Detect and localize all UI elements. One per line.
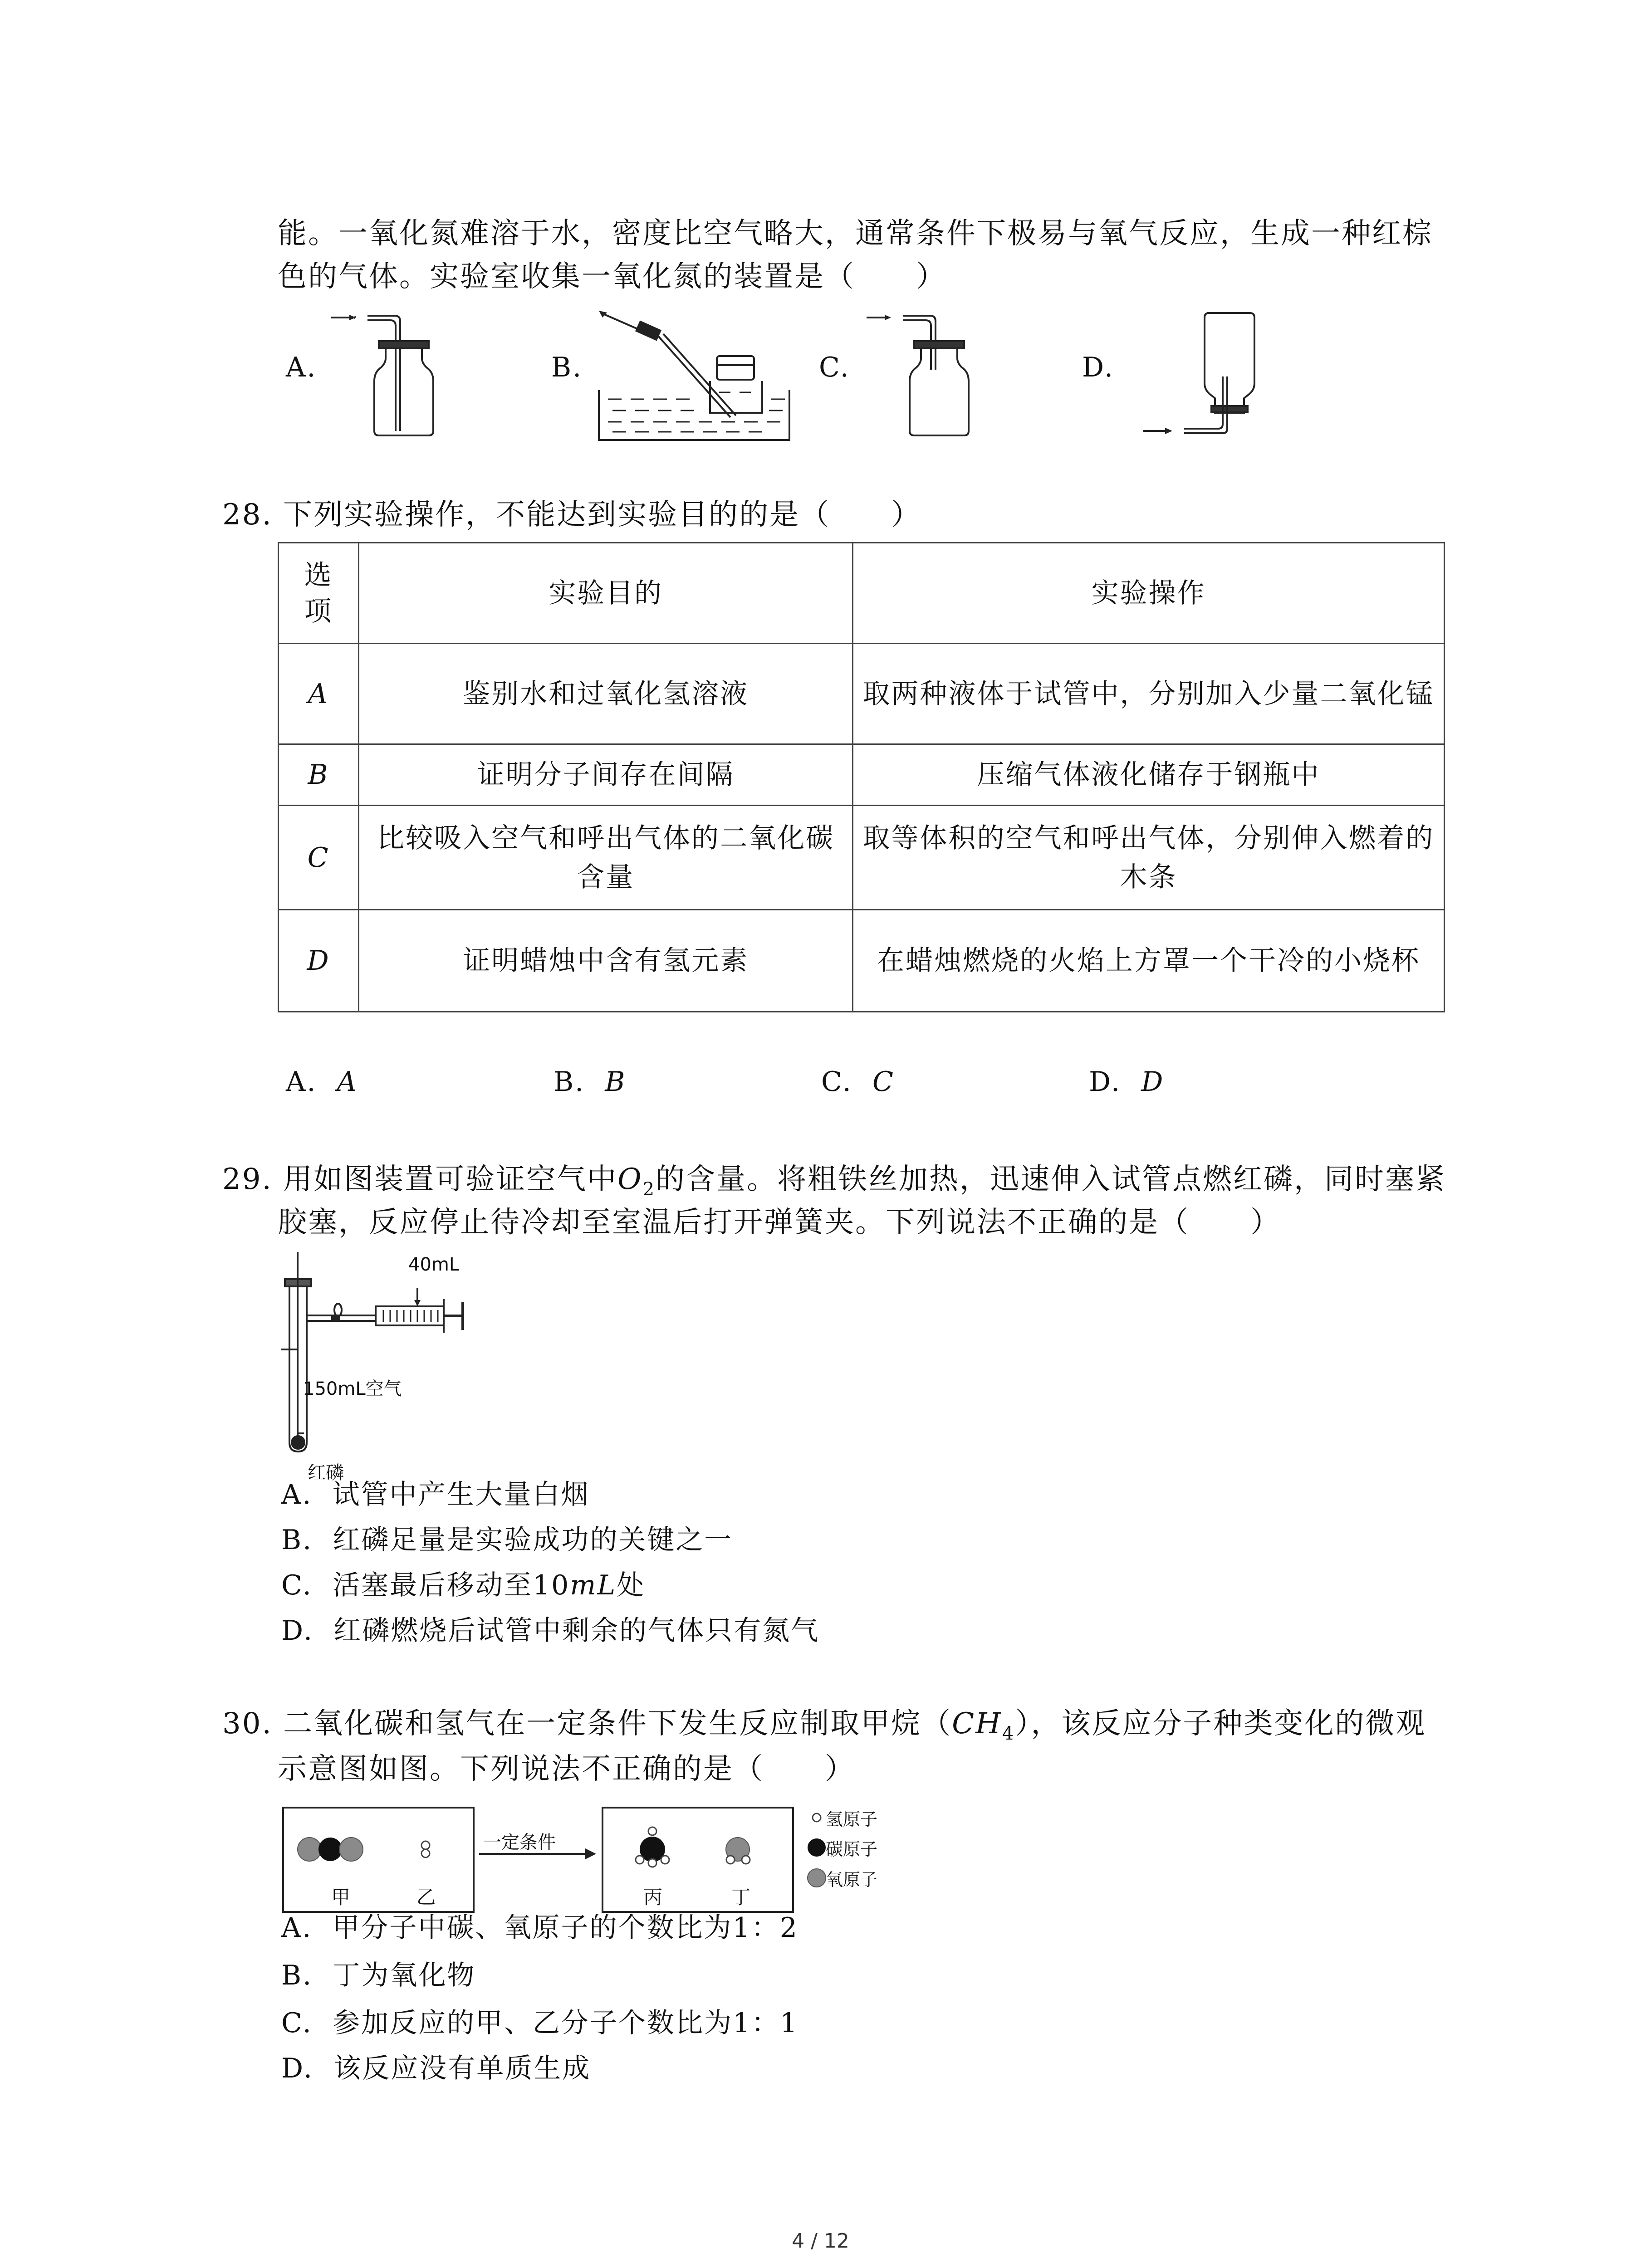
q29-air-label: 150mL空气: [303, 1378, 402, 1399]
answer-label: A.: [286, 1066, 317, 1098]
row-purpose: 鉴别水和过氧化氢溶液: [359, 644, 853, 744]
q29-stem-a: 29. 用如图装置可验证空气中: [222, 1163, 618, 1196]
q27-apparatus-d: [1125, 308, 1261, 445]
option-label: A.: [281, 1479, 313, 1510]
q29-stem-b: 的含量。将粗铁丝加热，迅速伸入试管点燃红磷，同时塞紧: [656, 1163, 1446, 1196]
q30-option-c: [281, 2005, 798, 2041]
col-header-purpose: 实验目的: [359, 543, 853, 644]
q28-answer-c: [821, 1064, 895, 1100]
q30-stem-line2: 示意图如图。下列说法不正确的是（ ）: [278, 1752, 855, 1786]
q27-text-line2: 色的气体。实验室收集一氧化氮的装置是（ ）: [278, 260, 946, 293]
q27-apparatus-a: [327, 308, 454, 440]
q28-answer-b: [554, 1064, 626, 1100]
row-operation: 在蜡烛燃烧的火焰上方罩一个干冷的小烧杯: [853, 910, 1445, 1012]
row-purpose: 比较吸入空气和呼出气体的二氧化碳含量: [359, 806, 853, 910]
answer-value: C: [872, 1066, 895, 1098]
q27-option-b-label: B.: [551, 352, 583, 383]
answer-value: B: [605, 1066, 627, 1098]
q28-stem: 28. 下列实验操作，不能达到实验目的的是（ ）: [222, 498, 922, 532]
option-label: D.: [281, 1615, 314, 1647]
q30-option-d: [281, 2050, 591, 2087]
q27-option-c-label: C.: [819, 352, 850, 383]
table-row: [279, 910, 1445, 1012]
q30-option-b: [281, 1957, 475, 1994]
page-number: 4 / 12: [792, 2229, 849, 2253]
answer-label: C.: [821, 1066, 852, 1098]
answer-value: D: [1141, 1066, 1165, 1098]
row-purpose: 证明蜡烛中含有氢元素: [359, 910, 853, 1012]
q29-option-d: [281, 1613, 819, 1649]
option-label: B.: [281, 1960, 313, 1991]
option-text: 甲分子中碳、氧原子的个数比为1：2: [332, 1912, 798, 1944]
q30-label-bing: 丙: [643, 1886, 663, 1908]
row-option: D: [279, 910, 359, 1012]
answer-value: A: [337, 1066, 358, 1098]
option-unit: mL: [570, 1569, 617, 1601]
table-row: [279, 744, 1445, 806]
option-text: 参加反应的甲、乙分子个数比为1：1: [333, 2007, 799, 2039]
q30-stem-b: ），该反应分子种类变化的微观: [1015, 1707, 1426, 1740]
legend-hydrogen: 氢原子: [826, 1809, 878, 1829]
q29-formula: O: [617, 1163, 643, 1196]
option-label: D.: [281, 2053, 314, 2084]
table-row: [279, 806, 1445, 910]
row-option: C: [279, 806, 359, 910]
row-purpose: 证明分子间存在间隔: [359, 744, 853, 806]
q27-option-d-label: D.: [1082, 352, 1115, 383]
q29-syringe-label: 40mL: [408, 1254, 460, 1275]
q27-apparatus-c: [862, 308, 989, 440]
row-operation: 取两种液体于试管中，分别加入少量二氧化锰: [853, 644, 1445, 744]
option-text: 红磷足量是实验成功的关键之一: [333, 1524, 733, 1556]
table-row: [279, 644, 1445, 744]
answer-label: D.: [1089, 1066, 1122, 1098]
q27-apparatus-b: [594, 308, 808, 445]
answer-label: B.: [554, 1066, 585, 1098]
q30-stem-line1: [222, 1703, 1426, 1754]
option-label: B.: [281, 1524, 313, 1556]
q27-option-a-label: A.: [286, 352, 317, 383]
q29-formula-sub: 2: [642, 1178, 656, 1200]
col-header-option: [279, 543, 359, 644]
q28-answer-a: [286, 1064, 358, 1100]
option-text: 丁为氧化物: [333, 1960, 476, 1991]
legend-carbon: 碳原子: [826, 1839, 878, 1859]
q30-label-ding: 丁: [731, 1886, 751, 1908]
option-num: 10: [533, 1569, 570, 1601]
table-header-row: [279, 543, 1445, 644]
q30-label-jia: 甲: [331, 1886, 351, 1908]
option-label: C.: [281, 2007, 313, 2039]
option-label: C.: [281, 1569, 313, 1601]
col-header-option-text: 选 项: [304, 559, 333, 627]
legend-oxygen: 氧原子: [826, 1870, 878, 1890]
q30-formula-sub: 4: [1002, 1723, 1015, 1744]
option-text: 该反应没有单质生成: [333, 2053, 591, 2084]
q29-stem-line2: 胶塞，反应停止待冷却至室温后打开弹簧夹。下列说法不正确的是（ ）: [278, 1206, 1281, 1239]
q28-answer-d: [1089, 1064, 1164, 1100]
option-label: A.: [281, 1912, 313, 1944]
col-header-operation: 实验操作: [853, 543, 1445, 644]
option-text-a: 活塞最后移动至: [333, 1569, 533, 1601]
q30-option-a: [281, 1910, 798, 1946]
row-option: A: [279, 644, 359, 744]
q29-phosphorus-label: 红磷: [308, 1462, 344, 1483]
option-text: 试管中产生大量白烟: [332, 1479, 590, 1510]
row-operation: 压缩气体液化储存于钢瓶中: [853, 744, 1445, 806]
q29-option-a: [281, 1476, 590, 1513]
q28-table: [278, 542, 1445, 1012]
q29-apparatus-figure: [272, 1252, 481, 1461]
q27-text-line1: 能。一氧化氮难溶于水，密度比空气略大，通常条件下极易与氧气反应，生成一种红棕: [278, 217, 1433, 250]
option-text: 红磷燃烧后试管中剩余的气体只有氮气: [333, 1615, 820, 1647]
q30-condition-label: 一定条件: [483, 1832, 556, 1853]
q30-stem-a: 30. 二氧化碳和氢气在一定条件下发生反应制取甲烷（: [222, 1707, 952, 1740]
q30-formula: CH: [952, 1707, 1002, 1740]
q30-label-yi: 乙: [416, 1886, 436, 1908]
q29-option-c: [281, 1567, 645, 1603]
q29-option-b: [281, 1522, 733, 1558]
row-option: B: [279, 744, 359, 806]
row-operation: 取等体积的空气和呼出气体，分别伸入燃着的木条: [853, 806, 1445, 910]
option-text-b: 处: [617, 1569, 646, 1601]
